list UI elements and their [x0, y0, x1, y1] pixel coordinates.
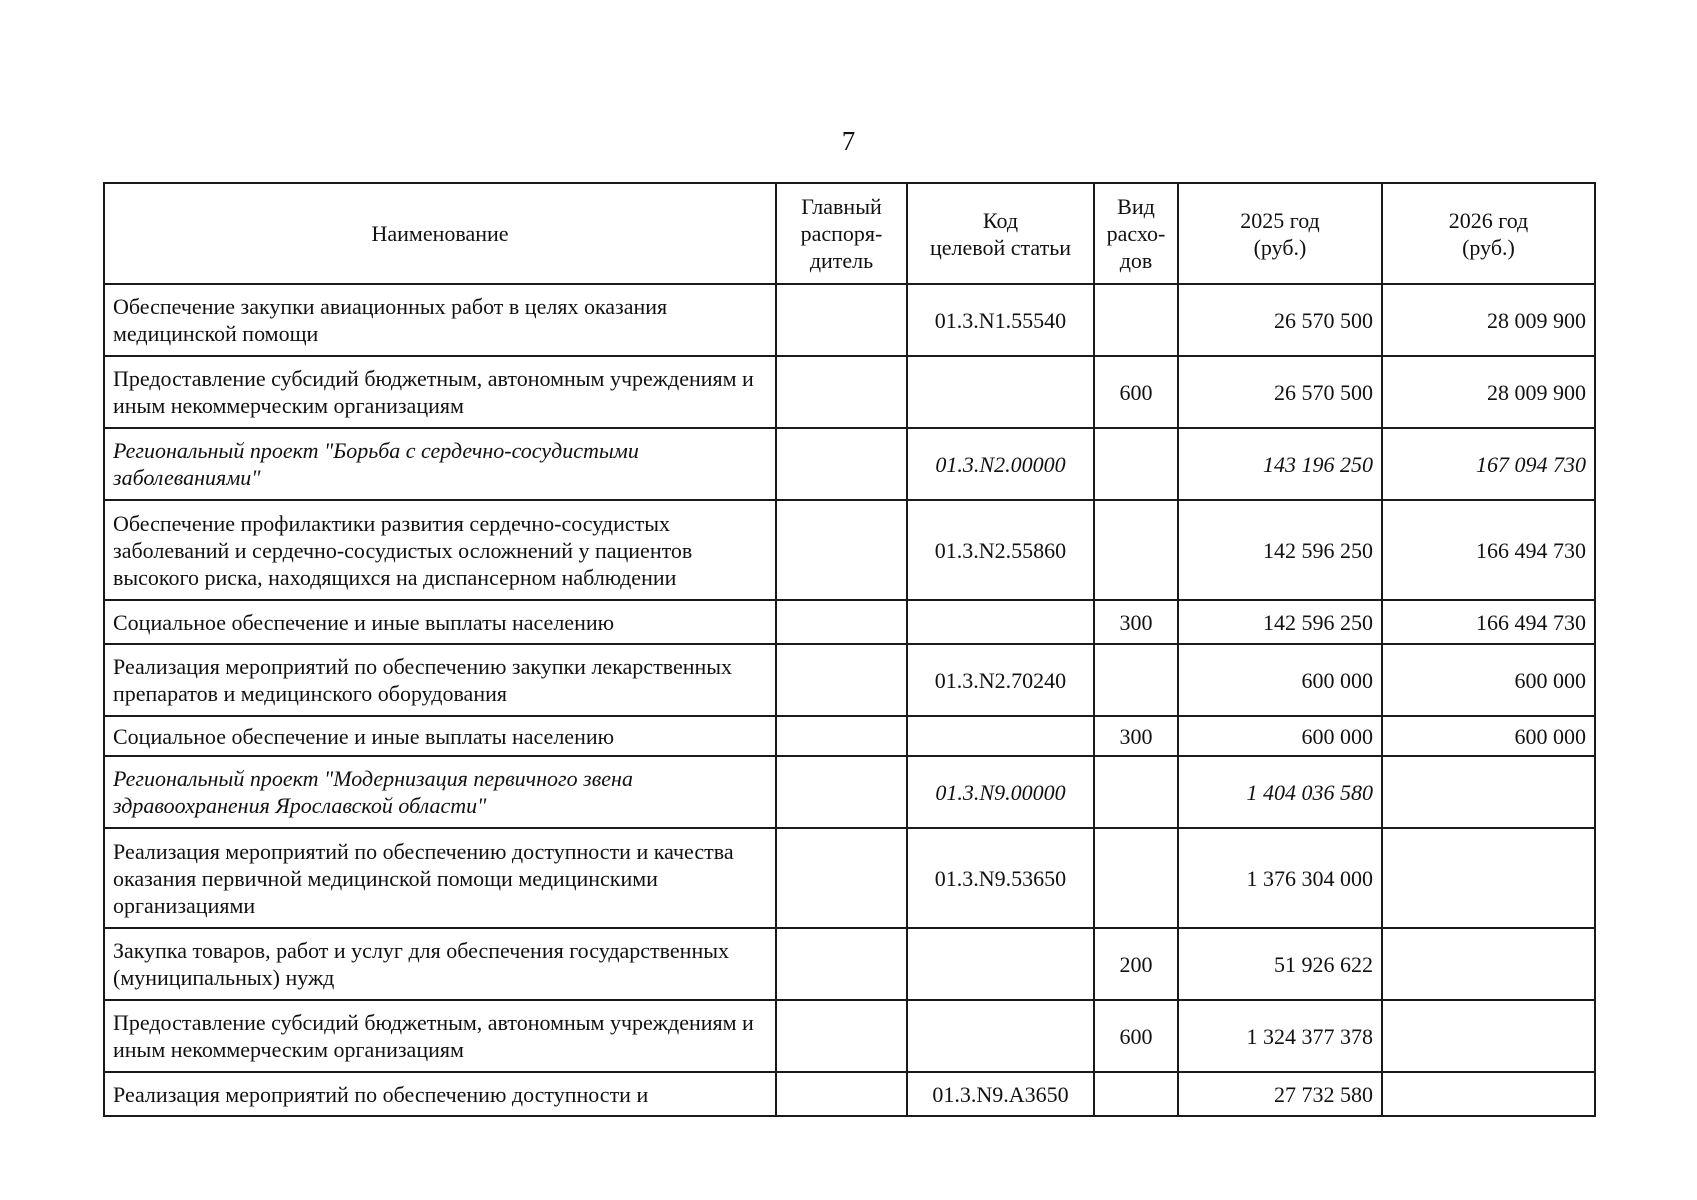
- cell-name: Реализация мероприятий по обеспечению доступности и качества оказания первичной медицинской помощи медицинскими организациями: [104, 828, 776, 928]
- cell-gr: [776, 828, 907, 928]
- cell-code: 01.3.N9.53650: [907, 828, 1094, 928]
- cell-code: 01.3.N9.A3650: [907, 1072, 1094, 1116]
- cell-vid: [1094, 828, 1178, 928]
- cell-vid: 200: [1094, 928, 1178, 1000]
- cell-name: Обеспечение закупки авиационных работ в целях оказания медицинской помощи: [104, 284, 776, 356]
- cell-gr: [776, 928, 907, 1000]
- cell-gr: [776, 356, 907, 428]
- cell-2025: 143 196 250: [1178, 428, 1382, 500]
- cell-2025: 1 324 377 378: [1178, 1000, 1382, 1072]
- table-row: [104, 828, 1595, 928]
- cell-vid: 600: [1094, 1000, 1178, 1072]
- cell-vid: [1094, 1072, 1178, 1116]
- table-row: [104, 716, 1595, 756]
- cell-name: Реализация мероприятий по обеспечению доступности и: [104, 1072, 776, 1116]
- header-name: Наименование: [104, 183, 776, 284]
- cell-name: Реализация мероприятий по обеспечению закупки лекарственных препаратов и медицинского оборудования: [104, 644, 776, 716]
- header-code-line: Код: [982, 207, 1019, 233]
- cell-gr: [776, 716, 907, 756]
- cell-gr: [776, 756, 907, 828]
- cell-code: 01.3.N1.55540: [907, 284, 1094, 356]
- cell-name: Предоставление субсидий бюджетным, автономным учреждениям и иным некоммерческим организациям: [104, 1000, 776, 1072]
- header-row: [104, 183, 1595, 284]
- cell-vid: [1094, 500, 1178, 600]
- table-row: [104, 928, 1595, 1000]
- cell-name: Социальное обеспечение и иные выплаты населению: [104, 600, 776, 644]
- cell-2026: 600 000: [1382, 644, 1595, 716]
- cell-vid: [1094, 756, 1178, 828]
- table-row: [104, 284, 1595, 356]
- cell-vid: [1094, 428, 1178, 500]
- cell-name: Закупка товаров, работ и услуг для обеспечения государственных (муниципальных) нужд: [104, 928, 776, 1000]
- cell-2025: 1 404 036 580: [1178, 756, 1382, 828]
- cell-code: [907, 928, 1094, 1000]
- cell-2025: 1 376 304 000: [1178, 828, 1382, 928]
- header-code: [907, 183, 1094, 284]
- cell-code: 01.3.N9.00000: [907, 756, 1094, 828]
- table-row: [104, 1072, 1595, 1116]
- cell-2026: [1382, 1000, 1595, 1072]
- cell-2026: [1382, 756, 1595, 828]
- cell-name: Региональный проект "Борьба с сердечно-сосудистыми заболеваниями": [104, 428, 776, 500]
- cell-gr: [776, 428, 907, 500]
- header-vid: [1094, 183, 1178, 284]
- cell-name: Социальное обеспечение и иные выплаты населению: [104, 716, 776, 756]
- header-2026-line: 2026 год: [1448, 207, 1529, 233]
- cell-vid: [1094, 284, 1178, 356]
- cell-2026: [1382, 1072, 1595, 1116]
- cell-name: Предоставление субсидий бюджетным, автономным учреждениям и иным некоммерческим организациям: [104, 356, 776, 428]
- header-2025: [1178, 183, 1382, 284]
- cell-2025: 600 000: [1178, 716, 1382, 756]
- header-2026: [1382, 183, 1595, 284]
- cell-vid: [1094, 644, 1178, 716]
- table-body: [104, 284, 1595, 1116]
- cell-name: Обеспечение профилактики развития сердечно-сосудистых заболеваний и сердечно-сосудистых осложнений у пациентов высокого риска, находящихся на диспансерном наблюдении: [104, 500, 776, 600]
- cell-2026: 166 494 730: [1382, 500, 1595, 600]
- table-row: [104, 600, 1595, 644]
- cell-2026: 28 009 900: [1382, 284, 1595, 356]
- cell-2026: 166 494 730: [1382, 600, 1595, 644]
- cell-vid: 300: [1094, 716, 1178, 756]
- cell-gr: [776, 500, 907, 600]
- cell-vid: 600: [1094, 356, 1178, 428]
- header-gr-line: дитель: [809, 248, 874, 273]
- cell-2025: 51 926 622: [1178, 928, 1382, 1000]
- cell-name: Региональный проект "Модернизация первичного звена здравоохранения Ярославской области": [104, 756, 776, 828]
- header-vid-line: расхо-: [1106, 221, 1166, 246]
- cell-2025: 26 570 500: [1178, 356, 1382, 428]
- cell-gr: [776, 1000, 907, 1072]
- cell-2025: 142 596 250: [1178, 600, 1382, 644]
- cell-gr: [776, 284, 907, 356]
- cell-2026: [1382, 928, 1595, 1000]
- header-gr-line: распоря-: [800, 221, 883, 246]
- table-row: [104, 756, 1595, 828]
- cell-gr: [776, 600, 907, 644]
- cell-code: 01.3.N2.55860: [907, 500, 1094, 600]
- table-row: [104, 644, 1595, 716]
- cell-2025: 142 596 250: [1178, 500, 1382, 600]
- cell-gr: [776, 1072, 907, 1116]
- table-row: [104, 500, 1595, 600]
- cell-2026: 28 009 900: [1382, 356, 1595, 428]
- table-header: [104, 183, 1595, 284]
- cell-2025: 26 570 500: [1178, 284, 1382, 356]
- cell-code: [907, 1000, 1094, 1072]
- cell-2026: [1382, 828, 1595, 928]
- cell-2026: 167 094 730: [1382, 428, 1595, 500]
- header-code-line: целевой статьи: [929, 234, 1072, 260]
- page-number: 7: [841, 126, 856, 156]
- cell-2025: 27 732 580: [1178, 1072, 1382, 1116]
- cell-code: 01.3.N2.70240: [907, 644, 1094, 716]
- header-2025-line: 2025 год: [1240, 207, 1320, 233]
- table-row: [104, 428, 1595, 500]
- header-vid-line: Вид: [1117, 194, 1155, 219]
- header-gr-line: Главный: [801, 194, 882, 219]
- cell-2026: 600 000: [1382, 716, 1595, 756]
- table-row: [104, 356, 1595, 428]
- budget-table: [103, 182, 1596, 1117]
- cell-code: [907, 716, 1094, 756]
- cell-2025: 600 000: [1178, 644, 1382, 716]
- cell-gr: [776, 644, 907, 716]
- cell-vid: 300: [1094, 600, 1178, 644]
- header-gr: [776, 183, 907, 284]
- table-row: [104, 1000, 1595, 1072]
- cell-code: [907, 356, 1094, 428]
- cell-code: 01.3.N2.00000: [907, 428, 1094, 500]
- header-2026-line: (руб.): [1462, 234, 1515, 260]
- header-2025-line: (руб.): [1253, 234, 1307, 260]
- header-vid-line: дов: [1119, 248, 1153, 273]
- cell-code: [907, 600, 1094, 644]
